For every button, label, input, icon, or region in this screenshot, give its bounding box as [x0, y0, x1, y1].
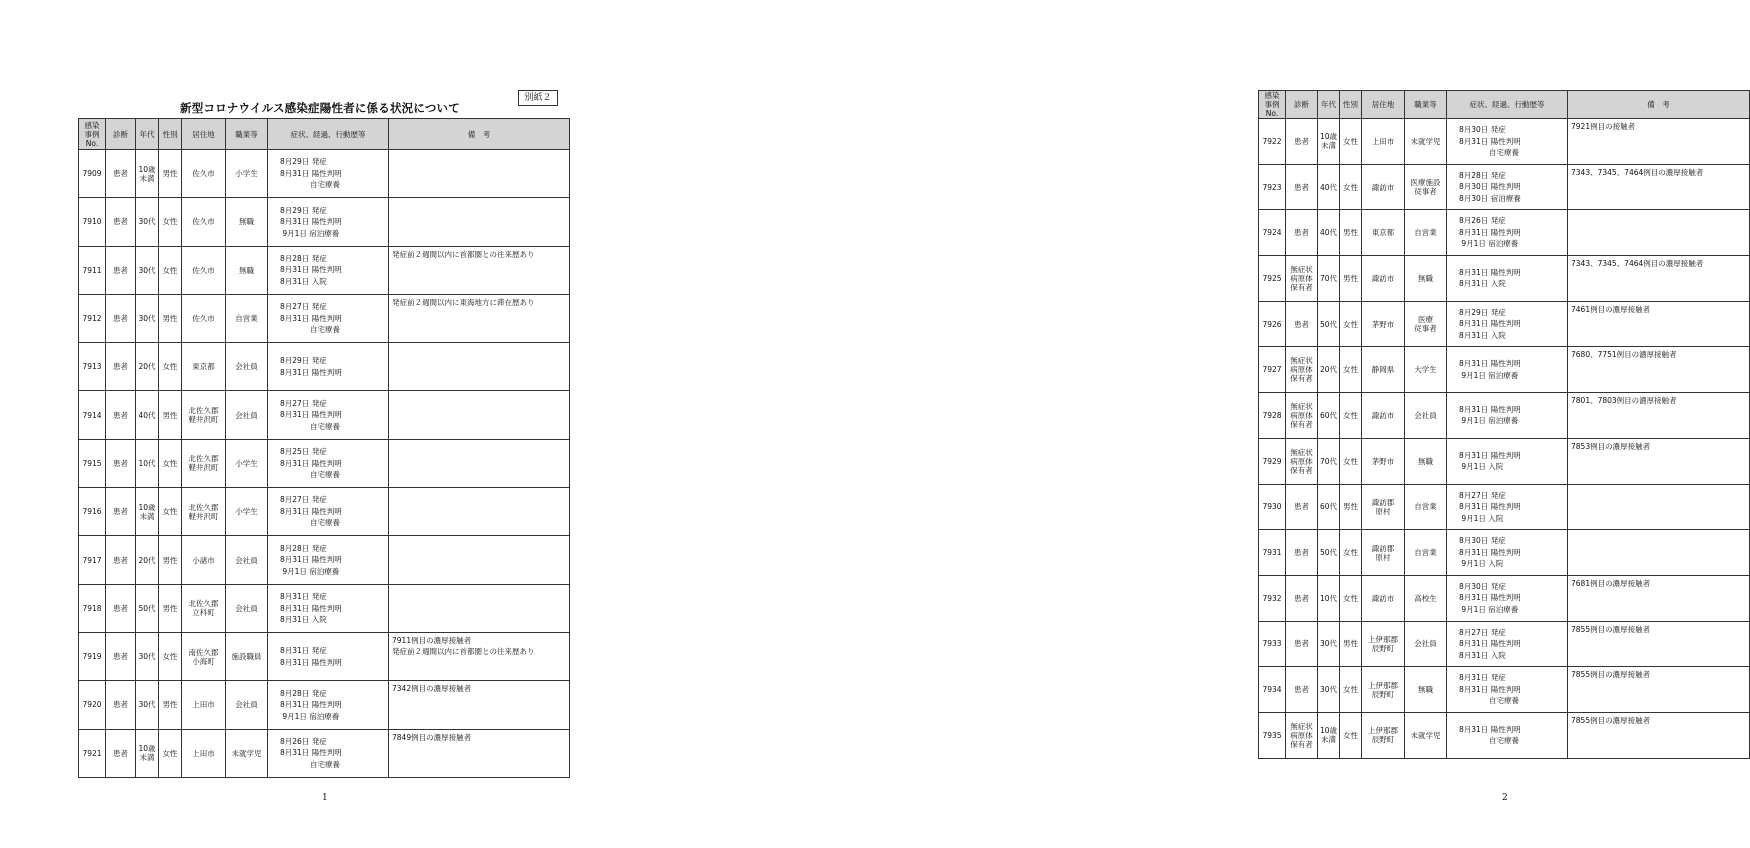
age-cell: 60代 [1318, 484, 1340, 530]
sex-cell: 男性 [159, 584, 182, 632]
sex-cell: 女性 [159, 632, 182, 680]
sex-cell: 女性 [159, 488, 182, 536]
page-number: 2 [1502, 793, 1508, 803]
remarks-cell [389, 536, 570, 584]
sex-cell: 女性 [159, 343, 182, 391]
case-no-cell: 7909 [79, 150, 106, 198]
age-cell: 30代 [136, 198, 159, 246]
remarks-cell: 7855例目の濃厚接触者 [1568, 667, 1750, 713]
header-residence: 居住地 [182, 119, 226, 150]
diagnosis-cell: 患者 [106, 150, 136, 198]
sex-cell: 女性 [1340, 347, 1362, 393]
occupation-cell: 未就学児 [226, 729, 268, 777]
sex-cell: 女性 [1340, 164, 1362, 210]
case-table-body [1259, 119, 1750, 759]
age-cell: 60代 [1318, 393, 1340, 439]
table-row [1259, 301, 1750, 347]
course-cell: 8月30日 発症 8月31日 陽性判明 自宅療養 [1447, 119, 1568, 165]
residence-cell: 上伊那郡 辰野町 [1362, 712, 1405, 758]
age-cell: 10代 [136, 439, 159, 487]
age-cell: 20代 [1318, 347, 1340, 393]
course-cell: 8月27日 発症 8月31日 陽性判明 8月31日 入院 [1447, 621, 1568, 667]
occupation-cell: 無職 [1405, 438, 1447, 484]
diagnosis-cell: 患者 [106, 729, 136, 777]
age-cell: 40代 [1318, 164, 1340, 210]
diagnosis-cell: 患者 [1286, 621, 1318, 667]
case-no-cell: 7911 [79, 246, 106, 294]
age-cell: 30代 [136, 632, 159, 680]
remarks-cell: 7461例目の濃厚接触者 [1568, 301, 1750, 347]
header-residence: 居住地 [1362, 91, 1405, 119]
age-cell: 30代 [1318, 667, 1340, 713]
case-no-cell: 7918 [79, 584, 106, 632]
case-no-cell: 7932 [1259, 575, 1286, 621]
course-cell: 8月28日 発症 8月31日 陽性判明 9月1日 宿泊療養 [268, 536, 389, 584]
case-no-cell: 7929 [1259, 438, 1286, 484]
age-cell: 20代 [136, 343, 159, 391]
header-occupation: 職業等 [226, 119, 268, 150]
header-age: 年代 [1318, 91, 1340, 119]
case-no-cell: 7915 [79, 439, 106, 487]
header-remarks: 備 考 [1568, 91, 1750, 119]
sex-cell: 男性 [159, 681, 182, 729]
diagnosis-cell: 患者 [106, 198, 136, 246]
diagnosis-cell: 患者 [106, 391, 136, 439]
sex-cell: 男性 [159, 536, 182, 584]
sex-cell: 女性 [1340, 438, 1362, 484]
diagnosis-cell: 患者 [1286, 667, 1318, 713]
residence-cell: 諏訪郡 原村 [1362, 484, 1405, 530]
occupation-cell: 施設職員 [226, 632, 268, 680]
table-row [79, 294, 570, 342]
case-no-cell: 7919 [79, 632, 106, 680]
course-cell: 8月31日 陽性判明 9月1日 宿泊療養 [1447, 393, 1568, 439]
diagnosis-cell: 患者 [1286, 210, 1318, 256]
age-cell: 10歳 未満 [136, 488, 159, 536]
case-no-cell: 7927 [1259, 347, 1286, 393]
course-cell: 8月31日 発症 8月31日 陽性判明 [268, 632, 389, 680]
document-title: 新型コロナウイルス感染症陽性者に係る状況について [180, 101, 460, 115]
case-table-page-1 [78, 118, 570, 778]
sex-cell: 女性 [1340, 575, 1362, 621]
age-cell: 30代 [136, 294, 159, 342]
header-case-no: 感染 事例 No. [1259, 91, 1286, 119]
case-no-cell: 7928 [1259, 393, 1286, 439]
course-cell: 8月27日 発症 8月31日 陽性判明 自宅療養 [268, 391, 389, 439]
course-cell: 8月31日 陽性判明 9月1日 入院 [1447, 438, 1568, 484]
occupation-cell: 小学生 [226, 439, 268, 487]
residence-cell: 佐久市 [182, 198, 226, 246]
occupation-cell: 自営業 [1405, 484, 1447, 530]
remarks-cell: 7855例目の濃厚接触者 [1568, 712, 1750, 758]
table-row [1259, 119, 1750, 165]
sex-cell: 女性 [1340, 712, 1362, 758]
case-no-cell: 7916 [79, 488, 106, 536]
course-cell: 8月28日 発症 8月31日 陽性判明 8月31日 入院 [268, 246, 389, 294]
remarks-cell: 発症前２週間以内に首都圏との往来歴あり [389, 246, 570, 294]
occupation-cell: 高校生 [1405, 575, 1447, 621]
case-no-cell: 7914 [79, 391, 106, 439]
residence-cell: 上伊那郡 辰野町 [1362, 667, 1405, 713]
diagnosis-cell: 患者 [106, 439, 136, 487]
table-row [79, 488, 570, 536]
table-row [79, 246, 570, 294]
table-row [1259, 393, 1750, 439]
residence-cell: 諏訪市 [1362, 393, 1405, 439]
remarks-cell [1568, 210, 1750, 256]
occupation-cell: 自営業 [1405, 530, 1447, 576]
remarks-cell: 7342例目の濃厚接触者 [389, 681, 570, 729]
occupation-cell: 医療 従事者 [1405, 301, 1447, 347]
residence-cell: 諏訪郡 原村 [1362, 530, 1405, 576]
diagnosis-cell: 患者 [106, 294, 136, 342]
remarks-cell [389, 488, 570, 536]
remarks-cell [389, 343, 570, 391]
diagnosis-cell: 患者 [1286, 301, 1318, 347]
table-row [1259, 621, 1750, 667]
diagnosis-cell: 患者 [106, 536, 136, 584]
table-row [1259, 712, 1750, 758]
occupation-cell: 未就学児 [1405, 712, 1447, 758]
age-cell: 40代 [1318, 210, 1340, 256]
age-cell: 10歳 未満 [1318, 712, 1340, 758]
occupation-cell: 会社員 [226, 536, 268, 584]
case-no-cell: 7934 [1259, 667, 1286, 713]
course-cell: 8月31日 発症 8月31日 陽性判明 8月31日 入院 [268, 584, 389, 632]
remarks-cell: 7849例目の濃厚接触者 [389, 729, 570, 777]
sex-cell: 女性 [159, 198, 182, 246]
sex-cell: 女性 [1340, 301, 1362, 347]
header-sex: 性別 [1340, 91, 1362, 119]
occupation-cell: 無職 [226, 246, 268, 294]
diagnosis-cell: 無症状 病原体 保有者 [1286, 256, 1318, 302]
table-row [1259, 575, 1750, 621]
course-cell: 8月30日 発症 8月31日 陽性判明 9月1日 宿泊療養 [1447, 575, 1568, 621]
table-row [1259, 667, 1750, 713]
age-cell: 30代 [136, 681, 159, 729]
residence-cell: 東京都 [182, 343, 226, 391]
table-row [1259, 164, 1750, 210]
case-no-cell: 7912 [79, 294, 106, 342]
residence-cell: 北佐久郡 軽井沢町 [182, 488, 226, 536]
occupation-cell: 医療施設 従事者 [1405, 164, 1447, 210]
table-row [1259, 256, 1750, 302]
remarks-cell [389, 584, 570, 632]
age-cell: 10歳 未満 [1318, 119, 1340, 165]
occupation-cell: 無職 [1405, 256, 1447, 302]
table-row [79, 681, 570, 729]
case-no-cell: 7935 [1259, 712, 1286, 758]
header-case-no: 感染 事例 No. [79, 119, 106, 150]
table-row [1259, 210, 1750, 256]
diagnosis-cell: 患者 [106, 246, 136, 294]
course-cell: 8月28日 発症 8月31日 陽性判明 9月1日 宿泊療養 [268, 681, 389, 729]
remarks-cell: 7681例目の濃厚接触者 [1568, 575, 1750, 621]
header-diagnosis: 診断 [106, 119, 136, 150]
remarks-cell [389, 391, 570, 439]
course-cell: 8月29日 発症 8月31日 陽性判明 9月1日 宿泊療養 [268, 198, 389, 246]
table-header-row [79, 119, 570, 150]
remarks-cell [389, 150, 570, 198]
residence-cell: 小諸市 [182, 536, 226, 584]
course-cell: 8月31日 陽性判明 8月31日 入院 [1447, 256, 1568, 302]
residence-cell: 佐久市 [182, 246, 226, 294]
course-cell: 8月26日 発症 8月31日 陽性判明 自宅療養 [268, 729, 389, 777]
table-row [79, 632, 570, 680]
case-no-cell: 7910 [79, 198, 106, 246]
diagnosis-cell: 無症状 病原体 保有者 [1286, 712, 1318, 758]
sex-cell: 男性 [159, 150, 182, 198]
case-no-cell: 7926 [1259, 301, 1286, 347]
age-cell: 70代 [1318, 256, 1340, 302]
remarks-cell [389, 439, 570, 487]
header-course: 症状、経過、行動歴等 [268, 119, 389, 150]
diagnosis-cell: 患者 [1286, 484, 1318, 530]
sex-cell: 男性 [1340, 210, 1362, 256]
residence-cell: 茅野市 [1362, 438, 1405, 484]
table-row [79, 391, 570, 439]
table-row [79, 584, 570, 632]
residence-cell: 北佐久郡 軽井沢町 [182, 439, 226, 487]
header-sex: 性別 [159, 119, 182, 150]
occupation-cell: 無職 [226, 198, 268, 246]
course-cell: 8月27日 発症 8月31日 陽性判明 自宅療養 [268, 488, 389, 536]
remarks-cell [1568, 530, 1750, 576]
occupation-cell: 会社員 [1405, 393, 1447, 439]
course-cell: 8月28日 発症 8月30日 陽性判明 8月30日 宿泊療養 [1447, 164, 1568, 210]
residence-cell: 佐久市 [182, 294, 226, 342]
case-no-cell: 7924 [1259, 210, 1286, 256]
sex-cell: 男性 [1340, 484, 1362, 530]
course-cell: 8月29日 発症 8月31日 陽性判明 8月31日 入院 [1447, 301, 1568, 347]
diagnosis-cell: 無症状 病原体 保有者 [1286, 438, 1318, 484]
diagnosis-cell: 患者 [106, 343, 136, 391]
table-row [1259, 530, 1750, 576]
occupation-cell: 会社員 [226, 584, 268, 632]
sex-cell: 女性 [159, 729, 182, 777]
header-remarks: 備 考 [389, 119, 570, 150]
attachment-label: 別紙２ [518, 90, 558, 106]
table-row [1259, 347, 1750, 393]
residence-cell: 南佐久郡 小海町 [182, 632, 226, 680]
course-cell: 8月29日 発症 8月31日 陽性判明 [268, 343, 389, 391]
residence-cell: 上田市 [182, 729, 226, 777]
diagnosis-cell: 患者 [1286, 164, 1318, 210]
remarks-cell: 7343、7345、7464例目の濃厚接触者 [1568, 164, 1750, 210]
age-cell: 70代 [1318, 438, 1340, 484]
case-no-cell: 7921 [79, 729, 106, 777]
age-cell: 10代 [1318, 575, 1340, 621]
table-row [79, 439, 570, 487]
diagnosis-cell: 患者 [106, 488, 136, 536]
sex-cell: 男性 [159, 294, 182, 342]
course-cell: 8月27日 発症 8月31日 陽性判明 9月1日 入院 [1447, 484, 1568, 530]
residence-cell: 上田市 [1362, 119, 1405, 165]
remarks-cell: 7911例目の濃厚接触者 発症前２週間以内に首都圏との往来歴あり [389, 632, 570, 680]
occupation-cell: 会社員 [226, 391, 268, 439]
header-occupation: 職業等 [1405, 91, 1447, 119]
header-course: 症状、経過、行動歴等 [1447, 91, 1568, 119]
age-cell: 40代 [136, 391, 159, 439]
remarks-cell: 7855例目の濃厚接触者 [1568, 621, 1750, 667]
case-no-cell: 7923 [1259, 164, 1286, 210]
case-no-cell: 7920 [79, 681, 106, 729]
occupation-cell: 無職 [1405, 667, 1447, 713]
case-no-cell: 7933 [1259, 621, 1286, 667]
diagnosis-cell: 無症状 病原体 保有者 [1286, 393, 1318, 439]
remarks-cell: 発症前２週間以内に東海地方に滞在歴あり [389, 294, 570, 342]
remarks-cell: 7343、7345、7464例目の濃厚接触者 [1568, 256, 1750, 302]
diagnosis-cell: 患者 [106, 632, 136, 680]
residence-cell: 上伊那郡 辰野町 [1362, 621, 1405, 667]
table-row [79, 536, 570, 584]
table-row [1259, 438, 1750, 484]
occupation-cell: 大学生 [1405, 347, 1447, 393]
residence-cell: 茅野市 [1362, 301, 1405, 347]
sex-cell: 女性 [1340, 530, 1362, 576]
course-cell: 8月31日 陽性判明 9月1日 宿泊療養 [1447, 347, 1568, 393]
occupation-cell: 会社員 [1405, 621, 1447, 667]
residence-cell: 諏訪市 [1362, 164, 1405, 210]
course-cell: 8月29日 発症 8月31日 陽性判明 自宅療養 [268, 150, 389, 198]
occupation-cell: 会社員 [226, 343, 268, 391]
age-cell: 50代 [1318, 530, 1340, 576]
page-number: 1 [322, 793, 328, 803]
course-cell: 8月31日 発症 8月31日 陽性判明 自宅療養 [1447, 667, 1568, 713]
occupation-cell: 会社員 [226, 681, 268, 729]
table-row [79, 343, 570, 391]
occupation-cell: 小学生 [226, 488, 268, 536]
sex-cell: 女性 [1340, 667, 1362, 713]
course-cell: 8月27日 発症 8月31日 陽性判明 自宅療養 [268, 294, 389, 342]
sex-cell: 女性 [1340, 119, 1362, 165]
table-row [79, 729, 570, 777]
residence-cell: 諏訪市 [1362, 256, 1405, 302]
diagnosis-cell: 患者 [1286, 119, 1318, 165]
residence-cell: 東京都 [1362, 210, 1405, 256]
course-cell: 8月30日 発症 8月31日 陽性判明 9月1日 入院 [1447, 530, 1568, 576]
document-page-1 [0, 0, 600, 848]
diagnosis-cell: 患者 [106, 584, 136, 632]
table-header-row [1259, 91, 1750, 119]
residence-cell: 佐久市 [182, 150, 226, 198]
occupation-cell: 小学生 [226, 150, 268, 198]
sex-cell: 男性 [159, 391, 182, 439]
age-cell: 10歳 未満 [136, 729, 159, 777]
course-cell: 8月31日 陽性判明 自宅療養 [1447, 712, 1568, 758]
diagnosis-cell: 無症状 病原体 保有者 [1286, 347, 1318, 393]
occupation-cell: 自営業 [1405, 210, 1447, 256]
table-row [79, 198, 570, 246]
residence-cell: 諏訪市 [1362, 575, 1405, 621]
table-row [1259, 484, 1750, 530]
residence-cell: 北佐久郡 軽井沢町 [182, 391, 226, 439]
remarks-cell: 7853例目の濃厚接触者 [1568, 438, 1750, 484]
sex-cell: 男性 [1340, 256, 1362, 302]
case-table-body [79, 150, 570, 778]
case-no-cell: 7913 [79, 343, 106, 391]
residence-cell: 静岡県 [1362, 347, 1405, 393]
age-cell: 30代 [136, 246, 159, 294]
age-cell: 20代 [136, 536, 159, 584]
remarks-cell: 7921例目の接触者 [1568, 119, 1750, 165]
diagnosis-cell: 患者 [106, 681, 136, 729]
header-age: 年代 [136, 119, 159, 150]
age-cell: 10歳 未満 [136, 150, 159, 198]
case-no-cell: 7925 [1259, 256, 1286, 302]
remarks-cell [1568, 484, 1750, 530]
sex-cell: 女性 [159, 439, 182, 487]
document-page-2 [600, 0, 1704, 848]
table-row [79, 150, 570, 198]
sex-cell: 男性 [1340, 621, 1362, 667]
course-cell: 8月25日 発症 8月31日 陽性判明 自宅療養 [268, 439, 389, 487]
case-no-cell: 7930 [1259, 484, 1286, 530]
sex-cell: 女性 [1340, 393, 1362, 439]
case-table-page-2 [1258, 90, 1750, 759]
diagnosis-cell: 患者 [1286, 530, 1318, 576]
course-cell: 8月26日 発症 8月31日 陽性判明 9月1日 宿泊療養 [1447, 210, 1568, 256]
header-diagnosis: 診断 [1286, 91, 1318, 119]
occupation-cell: 自営業 [226, 294, 268, 342]
remarks-cell [389, 198, 570, 246]
case-no-cell: 7931 [1259, 530, 1286, 576]
sex-cell: 女性 [159, 246, 182, 294]
age-cell: 50代 [1318, 301, 1340, 347]
age-cell: 30代 [1318, 621, 1340, 667]
occupation-cell: 未就学児 [1405, 119, 1447, 165]
remarks-cell: 7801、7803例目の濃厚接触者 [1568, 393, 1750, 439]
age-cell: 50代 [136, 584, 159, 632]
case-no-cell: 7922 [1259, 119, 1286, 165]
case-no-cell: 7917 [79, 536, 106, 584]
diagnosis-cell: 患者 [1286, 575, 1318, 621]
residence-cell: 上田市 [182, 681, 226, 729]
remarks-cell: 7680、7751例目の濃厚接触者 [1568, 347, 1750, 393]
residence-cell: 北佐久郡 立科町 [182, 584, 226, 632]
